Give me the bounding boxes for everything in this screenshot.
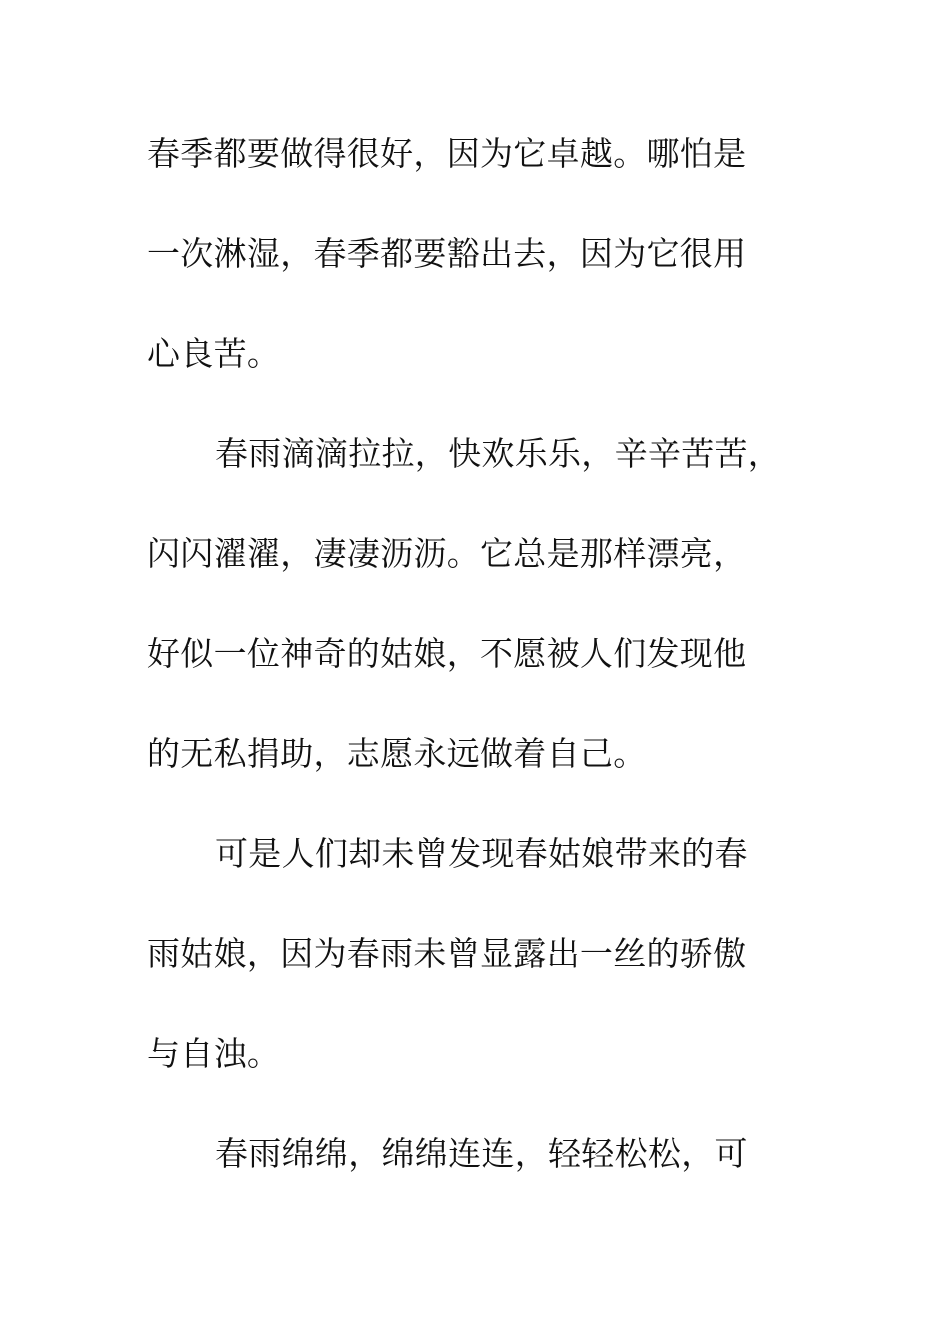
text-line-10: 与自浊。 [147, 1034, 281, 1073]
text-line-3: 心良苦。 [147, 334, 281, 373]
paragraph-start-line: 春雨滴滴拉拉，快欢乐乐，辛辛苦苦， [215, 434, 782, 473]
text-line-5: 闪闪濯濯，凄凄沥沥。它总是那样漂亮， [147, 534, 747, 573]
body-text [147, 122, 807, 1222]
text-line-9: 雨姑娘，因为春雨未曾显露出一丝的骄傲 [147, 934, 747, 973]
text-line-7: 的无私捐助，志愿永远做着自己。 [147, 734, 647, 773]
text-line-6: 好似一位神奇的姑娘，不愿被人们发现他 [147, 634, 747, 673]
paragraph-start-line: 可是人们却未曾发现春姑娘带来的春 [215, 834, 748, 873]
paragraph-start-line: 春雨绵绵，绵绵连连，轻轻松松，可 [215, 1134, 748, 1173]
text-line-2: 一次淋湿，春季都要豁出去，因为它很用 [147, 234, 747, 273]
text-line-1: 春季都要做得很好，因为它卓越。哪怕是 [147, 134, 747, 173]
